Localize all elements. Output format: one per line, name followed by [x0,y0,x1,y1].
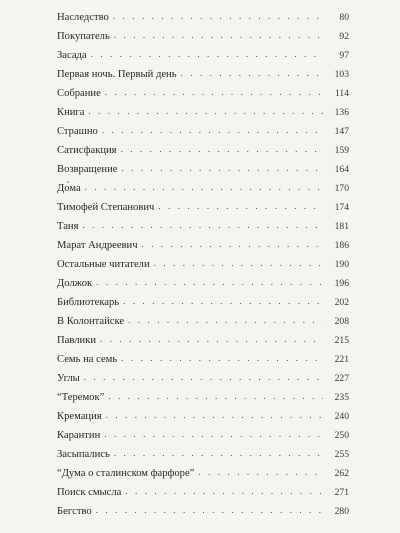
toc-entry [57,350,349,369]
dot-leader [125,482,323,501]
toc-entry-page-number: 250 [334,430,349,441]
dot-leader [105,83,323,102]
toc-entry-page-number: 170 [334,183,349,194]
toc-entry-title: Углы [57,373,80,384]
toc-entry-page-number: 174 [334,202,349,213]
toc-entry [57,407,349,426]
toc-entry [57,65,349,84]
toc-entry [57,236,349,255]
toc-entry-title: “Дума о сталинском фарфоре” [57,468,195,479]
dot-leader [82,216,323,235]
toc-entry-page-number: 271 [334,487,349,498]
toc-entry [57,464,349,483]
toc-entry-title: Павлики [57,335,96,346]
toc-entry-title: Остальные читатели [57,259,150,270]
toc-entry [57,426,349,445]
dot-leader [154,254,323,273]
toc-entry-title: В Колонтайске [57,316,125,327]
dot-leader [121,140,323,159]
toc-entry-page-number: 221 [334,354,349,365]
toc-entry [57,217,349,236]
toc-entry-page-number: 164 [334,164,349,175]
dot-leader [88,102,323,121]
toc-entry-page-number: 136 [334,107,349,118]
dot-leader [181,64,323,83]
dot-leader [128,311,323,330]
toc-entry [57,483,349,502]
dot-leader [104,425,323,444]
dot-leader [123,292,323,311]
toc-entry-title: Бегство [57,506,92,517]
toc-entry-title: Возвращение [57,164,118,175]
dot-leader [121,159,323,178]
toc-entry-title: Собрание [57,88,101,99]
toc-entry-page-number: 190 [334,259,349,270]
toc-entry [57,369,349,388]
dot-leader [114,444,323,463]
toc-entry [57,198,349,217]
toc-entry-page-number: 227 [334,373,349,384]
toc-entry-page-number: 202 [334,297,349,308]
dot-leader [91,45,323,64]
toc-entry [57,293,349,312]
toc-entry [57,141,349,160]
toc-entry-title: “Теремок” [57,392,105,403]
toc-entry-page-number: 240 [334,411,349,422]
toc-entry-page-number: 97 [339,50,349,61]
toc-entry-page-number: 159 [334,145,349,156]
toc-entry-page-number: 147 [334,126,349,137]
toc-entry-title: Книга [57,107,85,118]
toc-entry [57,274,349,293]
toc-entry [57,122,349,141]
toc-entry-title: Страшно [57,126,98,137]
dot-leader [100,330,323,349]
toc-entry-title: Сатисфакция [57,145,117,156]
toc-entry-title: До́ма [57,183,81,194]
toc-entry-title: Поиск смысла [57,487,122,498]
toc-entry [57,27,349,46]
toc-entry-title: Покупатель [57,31,110,42]
toc-entry-title: Первая ночь. Первый день [57,69,177,80]
dot-leader [158,197,323,216]
toc-entry-page-number: 103 [334,69,349,80]
toc-entry-title: Таня [57,221,79,232]
toc-entry [57,445,349,464]
dot-leader [106,406,323,425]
toc-entry-page-number: 80 [339,12,349,23]
toc-entry [57,502,349,521]
toc-entry-title: Тимофей Степанович [57,202,155,213]
toc-entry-page-number: 215 [334,335,349,346]
toc-entry-title: Должок [57,278,93,289]
toc-entry [57,103,349,122]
dot-leader [96,273,323,292]
toc-entry-page-number: 262 [334,468,349,479]
dot-leader [198,463,323,482]
dot-leader [96,501,323,520]
dot-leader [114,26,323,45]
dot-leader [84,368,323,387]
toc-entry-title: Марат Андреевич [57,240,138,251]
toc-entry-page-number: 280 [334,506,349,517]
toc-entry [57,84,349,103]
toc-entry-page-number: 181 [334,221,349,232]
toc-entry-title: Семь на семь [57,354,118,365]
toc-entry [57,46,349,65]
toc-entry-page-number: 114 [334,88,349,99]
dot-leader [113,7,323,26]
toc-entry [57,255,349,274]
toc-entry-title: Наследство [57,12,109,23]
toc-entry-title: Кремация [57,411,102,422]
toc-entry-page-number: 255 [334,449,349,460]
toc-entry-title: Засыпались [57,449,110,460]
toc-entry-page-number: 208 [334,316,349,327]
toc-entry [57,179,349,198]
toc-entry-page-number: 235 [334,392,349,403]
toc-entry [57,331,349,350]
toc-entry-title: Карантин [57,430,101,441]
dot-leader [108,387,323,406]
table-of-contents [57,8,349,521]
toc-entry-page-number: 196 [334,278,349,289]
toc-entry-title: Библиотекарь [57,297,120,308]
toc-entry-page-number: 186 [334,240,349,251]
toc-entry [57,388,349,407]
toc-entry [57,8,349,27]
toc-entry-page-number: 92 [339,31,349,42]
toc-entry-title: Засада [57,50,87,61]
toc-entry [57,160,349,179]
dot-leader [102,121,323,140]
dot-leader [142,235,323,254]
toc-entry [57,312,349,331]
dot-leader [85,178,323,197]
dot-leader [121,349,323,368]
